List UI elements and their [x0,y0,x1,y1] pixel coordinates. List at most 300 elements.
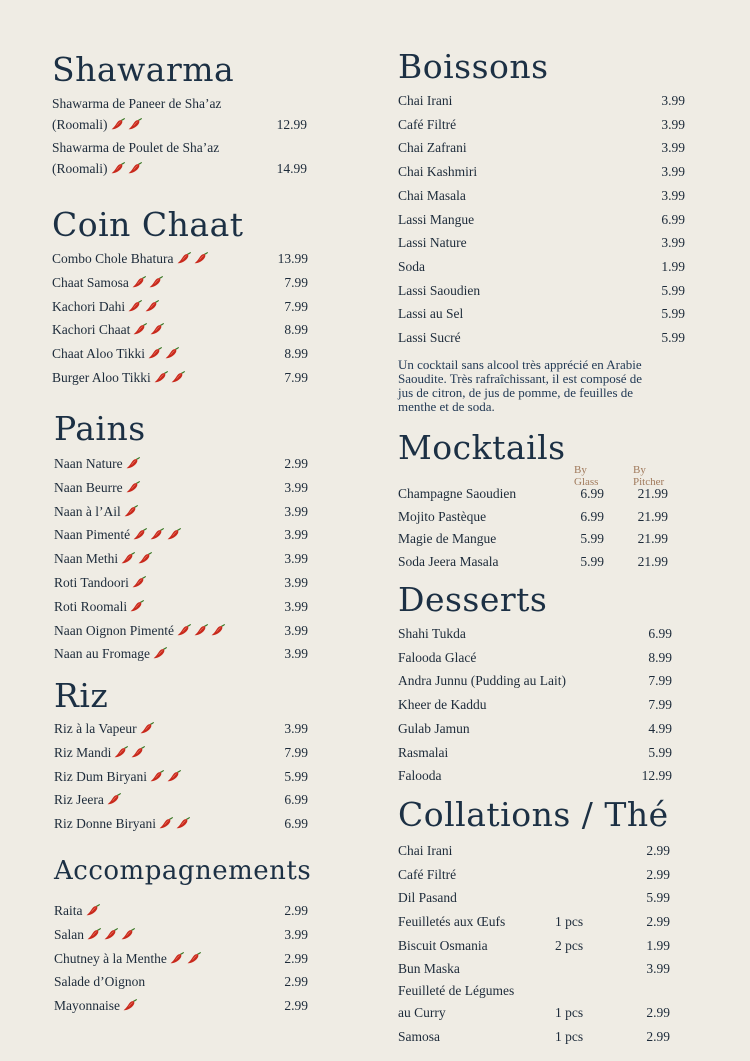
chili-icon [165,347,179,359]
chili-rating [111,745,145,760]
chili-rating [151,370,185,385]
menu-item [398,92,685,110]
item-name: Kachori Dahi [52,298,126,314]
chili-rating [108,161,142,176]
chili-rating [167,951,201,966]
item-name: Feuilleté de Légumes [398,983,515,998]
item-price: 7.99 [648,697,672,713]
item-price: 7.99 [284,298,308,314]
menu-item [52,345,308,363]
chili-icon [194,624,208,636]
menu-item [398,649,672,667]
item-price: 2.99 [284,456,308,471]
note-line: Un cocktail sans alcool très apprécié en Arabie [398,357,642,372]
item-name: Shawarma de Paneer de Sha’az [52,96,222,111]
price-glass: 6.99 [580,486,604,501]
item-name-wrap [398,187,466,205]
chili-icon [123,999,137,1011]
chili-rating [137,721,154,736]
menu-item [54,926,308,944]
item-price: 3.99 [284,598,308,614]
menu-item [398,329,685,347]
chili-icon [130,600,144,612]
item-name: (Roomali) [52,117,108,132]
item-name-wrap [52,345,179,363]
item-name: Naan au Fromage [54,646,150,662]
item-quantity: 1 pcs [555,1005,584,1020]
chili-icon [114,746,128,758]
item-price: 6.99 [284,792,308,808]
item-price: 2.99 [646,914,670,929]
item-name-wrap [398,139,467,157]
chili-icon [177,252,191,264]
item-price: 6.99 [284,816,308,832]
item-price: 12.99 [276,117,307,132]
menu-item [54,622,308,640]
item-name: Chai Zafrani [398,140,467,156]
chili-icon [132,576,146,588]
menu-item [54,950,308,968]
menu-item [54,598,308,616]
item-name-wrap [398,211,474,229]
price-glass: 5.99 [580,531,604,547]
item-name-wrap [398,258,425,276]
menu-item [54,902,308,920]
chili-rating [125,299,159,314]
menu-item [398,211,685,229]
chili-icon [128,118,142,130]
menu-item [52,139,307,157]
chili-icon [133,528,147,540]
menu-item [52,95,307,113]
item-name-wrap [54,526,181,544]
item-quantity: 2 pcs [555,938,584,953]
column-header-pitcher: By Pitcher [633,464,665,488]
chili-rating [129,275,163,290]
price-pitcher: 21.99 [637,531,668,547]
item-price: 7.99 [284,370,308,385]
item-name: Biscuit Osmania [398,938,488,953]
menu-item [398,672,672,690]
menu-item [398,625,672,643]
item-name-wrap [52,250,208,268]
item-name-wrap [398,696,486,714]
chili-icon [111,118,125,130]
item-price: 7.99 [284,744,308,760]
item-name: Riz Donne Biryani [54,816,156,832]
chili-icon [131,746,145,758]
chili-rating [120,998,137,1013]
item-price: 3.99 [284,527,308,543]
item-price: 5.99 [661,282,685,298]
item-name-wrap [54,997,137,1015]
item-name: (Roomali) [52,161,108,176]
item-name-wrap [54,622,225,640]
chili-rating [83,903,100,918]
item-name-wrap [398,163,477,181]
chili-icon [167,770,181,782]
menu-item [398,139,685,157]
chili-icon [126,457,140,469]
item-name-wrap [398,92,452,110]
item-price: 14.99 [276,161,307,176]
item-name: Dil Pasand [398,890,457,905]
chili-icon [132,276,146,288]
chili-icon [154,371,168,383]
chili-rating [129,575,146,590]
item-price: 3.99 [661,187,685,203]
item-name: Riz Jeera [54,792,104,808]
chili-icon [150,323,164,335]
chili-icon [150,770,164,782]
item-name-wrap [54,503,138,521]
item-price: 3.99 [284,479,308,495]
item-price: 7.99 [648,673,672,689]
chili-icon [124,505,138,517]
chili-icon [171,371,185,383]
item-quantity: 1 pcs [555,914,584,929]
menu-item [54,815,308,833]
menu-item [398,866,698,884]
item-price: 8.99 [284,346,308,362]
chili-icon [128,300,142,312]
chili-icon [107,793,121,805]
item-name: Lassi Sucré [398,330,461,345]
item-quantity: 1 pcs [555,1029,584,1044]
chili-rating [174,623,225,638]
menu-item [52,298,308,316]
chili-icon [177,624,191,636]
item-price: 2.99 [284,903,308,918]
note-line: jus de citron, de jus de pomme, de feuilles de [398,385,634,400]
item-price: 3.99 [661,116,685,132]
chili-icon [138,552,152,564]
chili-rating [123,480,140,495]
menu-item [54,720,308,738]
item-name-wrap [398,116,456,134]
item-price: 5.99 [661,306,685,322]
price-pitcher: 21.99 [637,486,668,501]
item-price: 5.99 [646,890,670,905]
menu-item [398,485,698,503]
item-price: 3.99 [284,551,308,567]
item-name: Chai Irani [398,843,453,858]
menu-item [398,234,685,252]
item-name: Roti Tandoori [54,575,129,590]
item-name: Burger Aloo Tikki [52,370,151,385]
item-price: 12.99 [641,768,672,784]
item-name: Combo Chole Bhatura [52,251,174,266]
chili-rating [130,322,164,337]
chili-icon [159,817,173,829]
menu-item [54,574,308,592]
item-name: Chai Irani [398,93,453,108]
menu-item [398,767,672,785]
chili-rating [104,792,121,807]
menu-item [398,508,698,526]
item-price: 3.99 [284,575,308,590]
item-name: Kachori Chaat [52,322,131,338]
item-name: au Curry [398,1005,446,1020]
item-name-wrap [54,744,145,762]
item-price: 1.99 [646,938,670,953]
item-name: Lassi Nature [398,235,467,251]
menu-item [398,696,672,714]
menu-item [52,321,308,339]
chili-icon [121,928,135,940]
item-name-wrap [398,282,480,300]
menu-item [398,187,685,205]
item-price: 5.99 [648,744,672,760]
item-name: Café Filtré [398,867,457,882]
chili-icon [86,904,100,916]
menu-item [398,960,698,978]
chili-icon [126,481,140,493]
item-name: Shahi Tukda [398,626,466,641]
item-name: Naan Oignon Pimenté [54,622,174,638]
chili-rating [84,927,135,942]
menu-item [398,889,698,907]
item-name: Chaat Aloo Tikki [52,346,146,362]
item-name-wrap [54,479,140,497]
item-price: 2.99 [284,974,308,990]
menu-item [54,997,308,1015]
menu-item [52,250,308,268]
item-name: Salan [54,926,84,942]
note-line: Saoudite. Très rafraîchissant, il est composé de [398,371,643,386]
item-name-wrap [54,720,154,738]
chili-rating [108,117,142,132]
item-name-wrap [398,329,461,347]
item-price: 3.99 [284,503,308,519]
chili-rating [156,816,190,831]
item-name: Naan Beurre [54,479,123,495]
menu-item [54,455,308,473]
item-name: Naan Nature [54,456,123,471]
section-title: Desserts [398,580,548,619]
chili-icon [140,722,154,734]
section-title: Collations / Thé [398,795,669,834]
chili-rating [123,456,140,471]
chili-icon [176,817,190,829]
item-name-wrap [398,234,467,252]
item-name-wrap [52,321,164,339]
menu-item [54,526,308,544]
menu-item [54,645,308,663]
price-glass: 5.99 [580,554,604,570]
menu-item [398,530,698,548]
menu-item [52,274,308,292]
chili-icon [211,624,225,636]
item-price: 3.99 [284,926,308,942]
item-price: 1.99 [661,258,685,274]
item-name: Chaat Samosa [52,274,129,290]
chili-icon [194,252,208,264]
column-header-glass: By Glass [574,464,599,488]
item-name: Riz Dum Biryani [54,768,147,784]
item-name-wrap [52,274,163,292]
item-name-wrap [54,950,201,968]
chili-icon [104,928,118,940]
menu-item [54,550,308,568]
item-name: Naan à l’Ail [54,503,121,519]
item-price: 2.99 [646,1029,670,1044]
item-name: Mojito Pastèque [398,508,487,524]
menu-item [54,768,308,786]
menu-item [54,744,308,762]
item-name-wrap [54,902,100,920]
item-name: Naan Methi [54,551,119,567]
item-name: Café Filtré [398,116,457,132]
chili-icon [153,647,167,659]
item-price: 2.99 [646,1005,670,1020]
menu-item [398,720,672,738]
chili-icon [149,276,163,288]
chili-icon [111,162,125,174]
item-name: Riz à la Vapeur [54,721,137,736]
chili-rating [118,551,152,566]
menu-item [398,116,685,134]
item-price: 6.99 [648,626,672,641]
item-name: Falooda Glacé [398,649,477,665]
menu-item [398,744,672,762]
chili-icon [170,952,184,964]
menu-item [398,282,685,300]
item-name: Magie de Mangue [398,531,497,547]
item-price: 7.99 [284,274,308,290]
item-name: Bun Maska [398,961,460,976]
chili-icon [128,162,142,174]
price-pitcher: 21.99 [637,508,668,524]
item-name-wrap [54,455,140,473]
menu-item [52,116,307,134]
item-name: Andra Junnu (Pudding au Lait) [398,673,566,689]
item-name: Mayonnaise [54,998,120,1014]
item-name-wrap [398,720,470,738]
chili-icon [167,528,181,540]
chili-icon [145,300,159,312]
note-line: menthe et de soda. [398,399,495,414]
item-name: Rasmalai [398,744,449,760]
item-price: 3.99 [661,140,685,156]
item-name-wrap [54,815,190,833]
item-name-wrap [54,574,146,592]
item-name-wrap [398,305,463,323]
section-title: Boissons [398,47,549,86]
item-name: Soda [398,258,425,274]
item-name: Lassi Saoudien [398,282,481,298]
item-name-wrap [54,598,144,616]
item-price: 6.99 [661,211,685,227]
chili-icon [121,552,135,564]
chili-icon [133,323,147,335]
chili-icon [87,928,101,940]
section-title: Mocktails [398,428,566,467]
chili-icon [148,347,162,359]
item-name-wrap [52,369,185,387]
item-name-wrap [398,672,566,690]
section-title: Coin Chaat [52,205,244,244]
item-name: Chutney à la Menthe [54,950,167,966]
item-price: 13.99 [277,251,308,266]
item-name-wrap [52,298,159,316]
item-name: Roti Roomali [54,598,128,614]
item-price: 5.99 [284,768,308,784]
item-name: Chai Kashmiri [398,164,478,180]
chili-rating [127,599,144,614]
lassi-note [398,358,718,414]
item-name: Shawarma de Poulet de Sha’az [52,140,220,155]
menu-item [52,160,307,178]
item-name: Salade d’Oignon [54,974,146,990]
item-name: Falooda [398,768,442,784]
item-name: Chai Masala [398,187,466,203]
item-name-wrap [54,791,121,809]
menu-item [398,1004,698,1022]
item-price: 5.99 [661,330,685,345]
item-name-wrap [54,926,135,944]
menu-item [54,791,308,809]
menu-item [398,553,698,571]
menu-item [398,842,698,860]
item-price: 2.99 [646,843,670,858]
price-pitcher: 21.99 [637,554,668,570]
item-name-wrap [398,744,448,762]
item-name-wrap [54,768,181,786]
menu-item [398,982,698,1000]
item-name: Lassi Mangue [398,211,475,227]
item-name-wrap [54,550,152,568]
chili-rating [130,527,181,542]
item-name: Samosa [398,1029,440,1044]
menu-item [398,258,685,276]
menu-item [398,163,685,181]
item-name: Gulab Jamun [398,720,470,736]
item-name: Soda Jeera Masala [398,554,499,570]
menu-item [398,1028,698,1046]
chili-rating [145,346,179,361]
item-price: 3.99 [284,721,308,736]
item-name: Champagne Saoudien [398,486,517,501]
menu-item [398,937,698,955]
item-price: 2.99 [284,998,308,1014]
item-name-wrap [54,973,145,991]
menu-item [54,973,308,991]
item-name: Lassi au Sel [398,306,464,322]
item-name: Kheer de Kaddu [398,697,487,713]
item-price: 3.99 [661,164,685,180]
item-name-wrap [54,645,167,663]
item-price: 8.99 [284,322,308,338]
chili-rating [174,251,208,266]
section-title: Accompagnements [54,856,312,886]
item-name: Raita [54,903,83,918]
item-name: Feuilletés aux Œufs [398,914,506,929]
item-name: Riz Mandi [54,744,112,760]
section-title: Shawarma [52,50,235,89]
chili-icon [150,528,164,540]
item-name-wrap [398,625,466,643]
item-price: 3.99 [661,93,685,108]
item-price: 8.99 [648,649,672,665]
chili-rating [121,504,138,519]
item-price: 2.99 [284,950,308,966]
chili-icon [187,952,201,964]
menu-item [52,369,308,387]
item-name-wrap [398,767,442,785]
chili-rating [150,646,167,661]
menu-item [398,913,698,931]
